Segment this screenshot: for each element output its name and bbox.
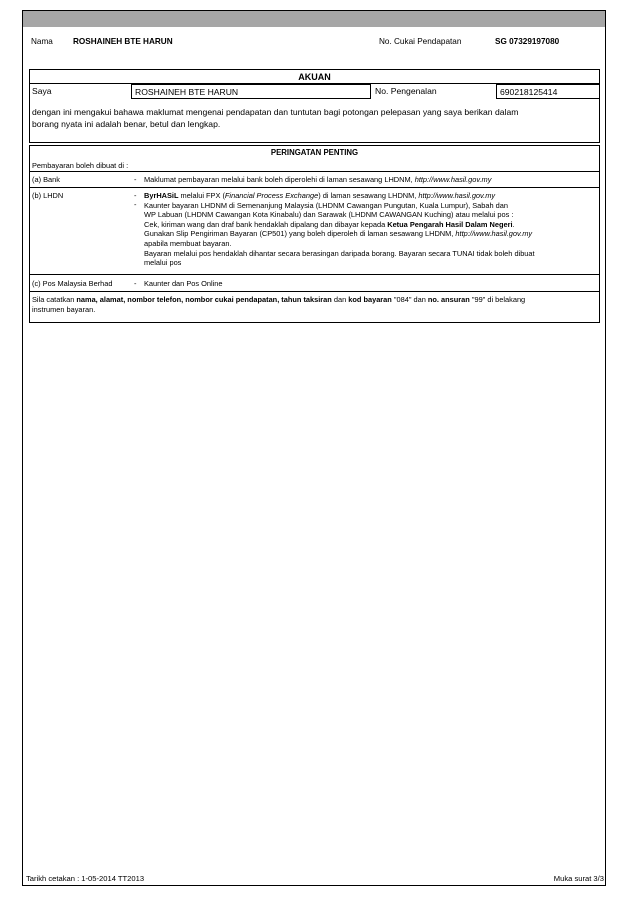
row-divider [30, 274, 599, 275]
lhdn-dash-1: - [134, 191, 137, 200]
page-number: Muka surat 3/3 [553, 874, 604, 883]
cukai-label: No. Cukai Pendapatan [379, 37, 462, 46]
pengenalan-value: 690218125414 [496, 84, 600, 99]
declaration-line-2: borang nyata ini adalah benar, betul dan lengkap. [32, 118, 221, 129]
saya-value: ROSHAINEH BTE HARUN [131, 84, 371, 99]
lhdn-dash-2: - [134, 200, 137, 209]
lhdn-text: ByrHASiL melalui FPX (Financial Process Exchange) di laman sesawang LHDNM, http://www.hasil.gov.my Kaunter bayaran LHDNM di Semenanjung Malaysia (LHDNM Cawangan Pungutan, Kuala Lumpur), Sabah dan WP Labuan (LHDNM Cawangan Kota Kinabalu) dan Sarawak (LHDNM CAWANGAN Kuching) atau melalui pos : Cek, kiriman wang dan draf bank hendaklah dipalang dan dibayar kepada Ketua Pengarah Hasil Dalam Negeri. Gunakan Slip Pengiriman Bayaran (CP501) yang boleh diperoleh di laman sesawang LHDNM, http://www.hasil.gov.my apabila membuat bayaran. Bayaran melalui pos hendaklah dihantar secara berasingan daripada borang. Bayaran secara TUNAI tidak boleh dibuat melalui pos [144, 191, 535, 268]
saya-label: Saya [32, 86, 52, 96]
bank-url: http://www.hasil.gov.my [414, 175, 492, 184]
nama-value: ROSHAINEH BTE HARUN [73, 37, 173, 46]
cukai-value: SG 07329197080 [495, 37, 560, 46]
akuan-title: AKUAN [298, 72, 331, 82]
print-date: Tarikh cetakan : 1-05-2014 TT2013 [26, 874, 145, 883]
bank-dash: - [134, 175, 137, 184]
pos-dash: - [134, 279, 137, 288]
pengenalan-label: No. Pengenalan [375, 86, 437, 96]
row-divider [30, 187, 599, 188]
lhdn-label: (b) LHDN [32, 191, 64, 200]
nama-label: Nama [31, 37, 53, 46]
bank-label: (a) Bank [32, 175, 60, 184]
declaration-text [32, 107, 592, 130]
form-page [22, 10, 606, 886]
pos-label: (c) Pos Malaysia Berhad [32, 279, 113, 288]
row-divider [30, 291, 599, 292]
payment-note: Sila catatkan nama, alamat, nombor telefon, nombor cukai pendapatan, tahun taksiran dan kod bayaran "084" dan no. ansuran "99" di belakang instrumen bayaran. [32, 295, 526, 314]
header-bar [23, 11, 605, 27]
peringatan-section [29, 145, 600, 323]
peringatan-title: PERINGATAN PENTING [270, 148, 359, 157]
declaration-line-1: dengan ini mengakui bahawa maklumat mengenai pendapatan dan tuntutan bagi potongan pelepasan yang saya berikan dalam [32, 107, 519, 117]
row-divider [30, 171, 599, 172]
akuan-section [29, 69, 600, 143]
pos-text: Kaunter dan Pos Online [144, 279, 223, 288]
bank-text: Maklumat pembayaran melalui bank boleh diperolehi di laman sesawang LHDNM, http://www.hasil.gov.my [144, 175, 492, 184]
peringatan-intro: Pembayaran boleh dibuat di : [32, 161, 129, 170]
